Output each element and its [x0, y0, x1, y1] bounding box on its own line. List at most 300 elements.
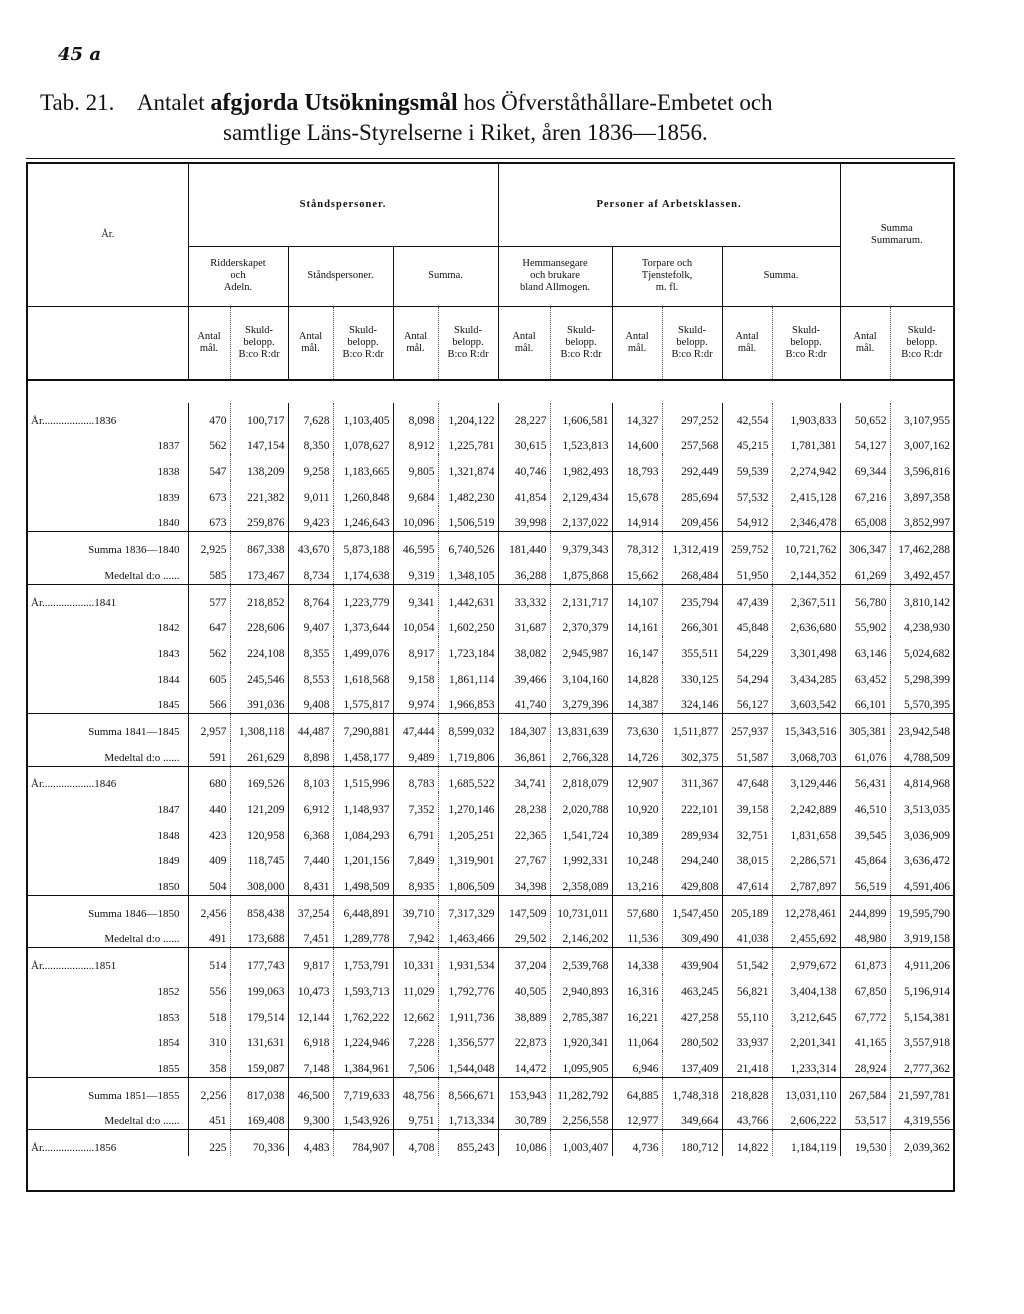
skuld-cell: 1,442,631	[438, 584, 498, 610]
table-row	[28, 403, 953, 429]
antal-cell: 14,161	[612, 611, 662, 637]
antal-mal-header	[498, 306, 550, 380]
antal-cell: 556	[188, 974, 230, 1000]
antal-cell: 43,670	[288, 532, 333, 558]
antal-line-2: mål.	[406, 342, 425, 354]
row-label: Medeltal d:o ......	[104, 1115, 180, 1128]
antal-mal-header	[188, 306, 230, 380]
antal-cell: 37,204	[498, 948, 550, 974]
antal-cell: 66,101	[840, 688, 890, 714]
antal-cell: 46,510	[840, 792, 890, 818]
antal-cell: 39,998	[498, 506, 550, 532]
skuld-cell: 180,712	[662, 1130, 722, 1156]
antal-line-1: Antal	[298, 330, 323, 342]
row-label: 1853	[157, 1011, 180, 1024]
antal-cell: 6,368	[288, 818, 333, 844]
antal-cell: 67,772	[840, 1000, 890, 1026]
skuld-cell: 1,575,817	[333, 688, 393, 714]
table-row	[28, 1026, 953, 1052]
antal-cell: 8,355	[288, 636, 333, 662]
row-label: Summa 1846—1850	[28, 896, 188, 922]
antal-line-2: mål.	[514, 342, 534, 354]
antal-cell: 7,352	[393, 792, 438, 818]
skuld-cell: 1,723,184	[438, 636, 498, 662]
antal-cell: 9,158	[393, 662, 438, 688]
antal-cell: 41,854	[498, 480, 550, 506]
skuld-cell: 1,205,251	[438, 818, 498, 844]
skuld-cell: 3,068,703	[772, 740, 840, 766]
antal-cell: 8,912	[393, 429, 438, 455]
skuld-cell: 1,541,724	[550, 818, 612, 844]
skuld-cell: 235,794	[662, 584, 722, 610]
antal-cell: 56,127	[722, 688, 772, 714]
skuld-cell: 3,404,138	[772, 974, 840, 1000]
skuld-cell: 3,036,909	[890, 818, 953, 844]
antal-cell: 7,228	[393, 1026, 438, 1052]
skuld-cell: 1,148,937	[333, 792, 393, 818]
antal-cell: 358	[188, 1051, 230, 1077]
skuld-cell: 3,852,997	[890, 506, 953, 532]
antal-cell: 14,828	[612, 662, 662, 688]
antal-cell: 647	[188, 611, 230, 637]
skuld-cell: 3,301,498	[772, 636, 840, 662]
skuld-cell: 1,183,665	[333, 454, 393, 480]
antal-cell: 15,662	[612, 558, 662, 584]
summa-summarum-header	[840, 164, 953, 306]
row-label: 1854	[157, 1037, 180, 1050]
antal-cell: 39,158	[722, 792, 772, 818]
antal-cell: 41,165	[840, 1026, 890, 1052]
skuld-cell: 2,129,434	[550, 480, 612, 506]
antal-cell: 181,440	[498, 532, 550, 558]
antal-mal-header	[393, 306, 438, 380]
row-label: 1839	[157, 491, 180, 504]
antal-cell: 9,684	[393, 480, 438, 506]
row-label: 1844	[157, 673, 180, 686]
antal-cell: 4,708	[393, 1130, 438, 1156]
skuld-cell: 2,979,672	[772, 948, 840, 974]
title-line-2: samtlige Läns-Styrelserne i Riket, åren 1836—1856.	[223, 120, 708, 145]
skuld-cell: 463,245	[662, 974, 722, 1000]
skuld-cell: 1,260,848	[333, 480, 393, 506]
skuld-cell: 1,762,222	[333, 1000, 393, 1026]
skuld-line-2: belopp.	[676, 336, 708, 348]
antal-cell: 61,873	[840, 948, 890, 974]
unit-label: B:co R:dr	[447, 348, 489, 360]
antal-cell: 64,885	[612, 1077, 662, 1103]
antal-cell: 153,943	[498, 1077, 550, 1103]
antal-cell: 54,127	[840, 429, 890, 455]
antal-cell: 39,710	[393, 896, 438, 922]
antal-cell: 6,918	[288, 1026, 333, 1052]
antal-cell: 28,924	[840, 1051, 890, 1077]
skuld-cell: 8,566,671	[438, 1077, 498, 1103]
antal-cell: 2,256	[188, 1077, 230, 1103]
skuld-cell: 1,511,877	[662, 714, 722, 740]
antal-cell: 8,350	[288, 429, 333, 455]
skuld-cell: 289,934	[662, 818, 722, 844]
skuld-cell: 1,078,627	[333, 429, 393, 455]
antal-cell: 7,451	[288, 922, 333, 948]
antal-cell: 491	[188, 922, 230, 948]
row-label: 1840	[157, 517, 180, 530]
skuld-cell: 257,568	[662, 429, 722, 455]
skuld-cell: 1,911,736	[438, 1000, 498, 1026]
skuld-cell: 1,831,658	[772, 818, 840, 844]
row-label: 1838	[157, 466, 180, 479]
skuld-cell: 1,321,874	[438, 454, 498, 480]
antal-cell: 562	[188, 636, 230, 662]
skuld-cell: 439,904	[662, 948, 722, 974]
skuld-cell: 2,367,511	[772, 584, 840, 610]
skuld-belopp-header	[438, 306, 498, 380]
skuld-cell: 4,319,556	[890, 1104, 953, 1130]
antal-cell: 257,937	[722, 714, 772, 740]
antal-cell: 423	[188, 818, 230, 844]
antal-cell: 6,946	[612, 1051, 662, 1077]
antal-cell: 6,791	[393, 818, 438, 844]
skuld-cell: 17,462,288	[890, 532, 953, 558]
skuld-cell: 1,606,581	[550, 403, 612, 429]
skuld-cell: 330,125	[662, 662, 722, 688]
antal-cell: 28,238	[498, 792, 550, 818]
antal-cell: 7,148	[288, 1051, 333, 1077]
antal-cell: 33,937	[722, 1026, 772, 1052]
skuld-cell: 1,523,813	[550, 429, 612, 455]
sub-header-text: Ridderskapet	[210, 258, 266, 269]
row-label: Medeltal d:o ......	[104, 933, 180, 946]
antal-cell: 10,920	[612, 792, 662, 818]
antal-cell: 57,532	[722, 480, 772, 506]
antal-cell: 11,029	[393, 974, 438, 1000]
antal-cell: 56,431	[840, 766, 890, 792]
table-row	[28, 1130, 953, 1156]
gap-cell	[28, 380, 953, 403]
skuld-cell: 7,317,329	[438, 896, 498, 922]
skuld-cell: 309,490	[662, 922, 722, 948]
unit-label: B:co R:dr	[671, 348, 713, 360]
title-line-1	[40, 88, 1000, 118]
skuld-cell: 2,636,680	[772, 611, 840, 637]
antal-cell: 45,215	[722, 429, 772, 455]
antal-cell: 8,764	[288, 584, 333, 610]
skuld-cell: 3,897,358	[890, 480, 953, 506]
skuld-cell: 2,370,379	[550, 611, 612, 637]
antal-cell: 38,889	[498, 1000, 550, 1026]
skuld-cell: 2,274,942	[772, 454, 840, 480]
skuld-cell: 1,593,713	[333, 974, 393, 1000]
antal-cell: 61,269	[840, 558, 890, 584]
antal-cell: 9,408	[288, 688, 333, 714]
skuld-cell: 2,940,893	[550, 974, 612, 1000]
antal-cell: 16,147	[612, 636, 662, 662]
antal-cell: 14,822	[722, 1130, 772, 1156]
antal-cell: 12,977	[612, 1104, 662, 1130]
year-column-header: År.	[101, 228, 115, 240]
antal-cell: 50,652	[840, 403, 890, 429]
antal-cell: 8,898	[288, 740, 333, 766]
skuld-cell: 3,810,142	[890, 584, 953, 610]
antal-cell: 53,517	[840, 1104, 890, 1130]
antal-cell: 14,472	[498, 1051, 550, 1077]
group-header-arbetsklassen: Personer af Arbetsklassen.	[498, 164, 840, 246]
skuld-cell: 12,278,461	[772, 896, 840, 922]
group-header-standspersoner: Ståndspersoner.	[188, 164, 498, 246]
unit-header-row	[28, 306, 953, 380]
antal-cell: 14,726	[612, 740, 662, 766]
unit-label: B:co R:dr	[785, 348, 827, 360]
antal-cell: 2,957	[188, 714, 230, 740]
skuld-cell: 5,196,914	[890, 974, 953, 1000]
antal-cell: 12,907	[612, 766, 662, 792]
table-row	[28, 429, 953, 455]
antal-cell: 12,144	[288, 1000, 333, 1026]
skuld-cell: 1,246,643	[333, 506, 393, 532]
table-row	[28, 506, 953, 532]
antal-cell: 11,536	[612, 922, 662, 948]
antal-cell: 45,864	[840, 844, 890, 870]
antal-cell: 440	[188, 792, 230, 818]
skuld-cell: 2,358,089	[550, 869, 612, 895]
skuld-cell: 1,992,331	[550, 844, 612, 870]
antal-cell: 59,539	[722, 454, 772, 480]
skuld-cell: 13,031,110	[772, 1077, 840, 1103]
antal-cell: 47,444	[393, 714, 438, 740]
antal-cell: 2,456	[188, 896, 230, 922]
row-label: 1845	[157, 699, 180, 712]
antal-cell: 8,553	[288, 662, 333, 688]
sub-header-text: m. fl.	[655, 282, 679, 293]
antal-cell: 28,227	[498, 403, 550, 429]
antal-cell: 9,319	[393, 558, 438, 584]
skuld-cell: 6,448,891	[333, 896, 393, 922]
skuld-cell: 4,814,968	[890, 766, 953, 792]
skuld-cell: 1,515,996	[333, 766, 393, 792]
sub-header-text: bland Allmogen.	[520, 282, 591, 293]
skuld-cell: 1,270,146	[438, 792, 498, 818]
header-gap-row	[28, 380, 953, 403]
antal-line-2: mål.	[855, 342, 875, 354]
sub-header-summa-1	[393, 246, 498, 306]
skuld-cell: 268,484	[662, 558, 722, 584]
row-label: År...................1851	[28, 948, 188, 974]
antal-cell: 6,912	[288, 792, 333, 818]
antal-cell: 267,584	[840, 1077, 890, 1103]
antal-cell: 41,740	[498, 688, 550, 714]
row-label: Medeltal d:o ......	[104, 569, 180, 582]
antal-cell: 42,554	[722, 403, 772, 429]
skuld-cell: 1,233,314	[772, 1051, 840, 1077]
summa-summarum-line-2: Summarum.	[870, 234, 923, 246]
skuld-cell: 867,338	[230, 532, 288, 558]
antal-cell: 57,680	[612, 896, 662, 922]
antal-cell: 39,545	[840, 818, 890, 844]
title-tab-number: Tab. 21.	[40, 90, 115, 115]
antal-cell: 9,817	[288, 948, 333, 974]
sub-header-text: och brukare	[530, 270, 580, 281]
antal-cell: 48,980	[840, 922, 890, 948]
antal-cell: 8,431	[288, 869, 333, 895]
antal-cell: 577	[188, 584, 230, 610]
antal-cell: 55,110	[722, 1000, 772, 1026]
skuld-cell: 1,463,466	[438, 922, 498, 948]
skuld-cell: 2,787,897	[772, 869, 840, 895]
skuld-cell: 2,144,352	[772, 558, 840, 584]
sub-header-text: Summa.	[428, 270, 463, 281]
antal-cell: 30,789	[498, 1104, 550, 1130]
skuld-cell: 2,039,362	[890, 1130, 953, 1156]
skuld-cell: 179,514	[230, 1000, 288, 1026]
skuld-cell: 1,003,407	[550, 1130, 612, 1156]
skuld-cell: 1,506,519	[438, 506, 498, 532]
skuld-cell: 2,242,889	[772, 792, 840, 818]
row-label: År...................1836	[31, 414, 117, 427]
antal-line-2: mål.	[199, 342, 219, 354]
antal-cell: 14,600	[612, 429, 662, 455]
skuld-cell: 1,547,450	[662, 896, 722, 922]
skuld-cell: 294,240	[662, 844, 722, 870]
antal-cell: 10,096	[393, 506, 438, 532]
antal-cell: 9,423	[288, 506, 333, 532]
skuld-cell: 3,107,955	[890, 403, 953, 429]
skuld-line-1: Skuld-	[454, 324, 483, 336]
table-row	[28, 584, 953, 610]
skuld-cell: 1,966,853	[438, 688, 498, 714]
table-row	[28, 662, 953, 688]
title-bold: afgjorda Utsökningsmål	[210, 90, 458, 116]
row-label: 1843	[157, 647, 180, 660]
skuld-cell: 1,482,230	[438, 480, 498, 506]
row-label: 1850	[157, 881, 180, 894]
skuld-cell: 70,336	[230, 1130, 288, 1156]
antal-cell: 518	[188, 1000, 230, 1026]
skuld-cell: 3,104,160	[550, 662, 612, 688]
antal-cell: 305,381	[840, 714, 890, 740]
row-label: 1837	[157, 440, 180, 453]
antal-cell: 9,805	[393, 454, 438, 480]
skuld-line-2: belopp.	[906, 336, 938, 348]
skuld-cell: 10,731,011	[550, 896, 612, 922]
antal-cell: 32,751	[722, 818, 772, 844]
sub-header-torpare	[612, 246, 722, 306]
antal-mal-header	[288, 306, 333, 380]
skuld-cell: 1,792,776	[438, 974, 498, 1000]
skuld-cell: 2,286,571	[772, 844, 840, 870]
skuld-cell: 159,087	[230, 1051, 288, 1077]
antal-cell: 10,248	[612, 844, 662, 870]
skuld-cell: 302,375	[662, 740, 722, 766]
antal-cell: 306,347	[840, 532, 890, 558]
skuld-line-1: Skuld-	[244, 324, 273, 336]
table-top-rule	[26, 158, 955, 159]
antal-cell: 259,752	[722, 532, 772, 558]
antal-cell: 14,338	[612, 948, 662, 974]
skuld-cell: 1,543,926	[333, 1104, 393, 1130]
skuld-cell: 2,346,478	[772, 506, 840, 532]
table-row	[28, 636, 953, 662]
skuld-cell: 355,511	[662, 636, 722, 662]
skuld-cell: 4,591,406	[890, 869, 953, 895]
skuld-cell: 1,201,156	[333, 844, 393, 870]
antal-mal-header	[612, 306, 662, 380]
skuld-line-2: belopp.	[790, 336, 822, 348]
antal-cell: 36,288	[498, 558, 550, 584]
antal-cell: 673	[188, 506, 230, 532]
skuld-cell: 2,945,987	[550, 636, 612, 662]
antal-cell: 54,229	[722, 636, 772, 662]
skuld-cell: 1,931,534	[438, 948, 498, 974]
antal-cell: 51,587	[722, 740, 772, 766]
skuld-cell: 4,911,206	[890, 948, 953, 974]
skuld-cell: 285,694	[662, 480, 722, 506]
antal-cell: 54,294	[722, 662, 772, 688]
antal-cell: 56,780	[840, 584, 890, 610]
skuld-cell: 3,434,285	[772, 662, 840, 688]
antal-line-1: Antal	[735, 330, 759, 342]
table-row	[28, 766, 953, 792]
antal-cell: 9,489	[393, 740, 438, 766]
antal-cell: 54,912	[722, 506, 772, 532]
antal-cell: 21,418	[722, 1051, 772, 1077]
unit-header-spacer	[28, 306, 188, 380]
antal-cell: 63,452	[840, 662, 890, 688]
antal-cell: 7,849	[393, 844, 438, 870]
skuld-cell: 218,852	[230, 584, 288, 610]
antal-cell: 10,054	[393, 611, 438, 637]
table-body	[28, 380, 953, 1156]
antal-cell: 39,466	[498, 662, 550, 688]
skuld-cell: 324,146	[662, 688, 722, 714]
skuld-cell: 138,209	[230, 454, 288, 480]
antal-cell: 34,741	[498, 766, 550, 792]
unit-label: B:co R:dr	[901, 348, 943, 360]
skuld-cell: 2,785,387	[550, 1000, 612, 1026]
skuld-cell: 228,606	[230, 611, 288, 637]
title-post: hos Öfverståthållare-Embetet och	[463, 90, 773, 115]
skuld-cell: 858,438	[230, 896, 288, 922]
skuld-cell: 817,038	[230, 1077, 288, 1103]
skuld-cell: 100,717	[230, 403, 288, 429]
antal-cell: 7,506	[393, 1051, 438, 1077]
antal-cell: 2,925	[188, 532, 230, 558]
antal-cell: 9,011	[288, 480, 333, 506]
antal-cell: 67,216	[840, 480, 890, 506]
skuld-cell: 2,818,079	[550, 766, 612, 792]
skuld-cell: 7,290,881	[333, 714, 393, 740]
antal-cell: 9,258	[288, 454, 333, 480]
skuld-cell: 11,282,792	[550, 1077, 612, 1103]
skuld-cell: 121,209	[230, 792, 288, 818]
skuld-cell: 2,146,202	[550, 922, 612, 948]
skuld-cell: 2,131,717	[550, 584, 612, 610]
sub-header-text: Tjenstefolk,	[641, 270, 693, 281]
skuld-line-2: belopp.	[452, 336, 484, 348]
skuld-cell: 3,603,542	[772, 688, 840, 714]
antal-cell: 8,734	[288, 558, 333, 584]
skuld-cell: 173,688	[230, 922, 288, 948]
skuld-cell: 1,875,868	[550, 558, 612, 584]
antal-cell: 44,487	[288, 714, 333, 740]
skuld-cell: 118,745	[230, 844, 288, 870]
skuld-cell: 308,000	[230, 869, 288, 895]
unit-label: B:co R:dr	[342, 348, 384, 360]
antal-cell: 61,076	[840, 740, 890, 766]
skuld-cell: 2,137,022	[550, 506, 612, 532]
antal-cell: 547	[188, 454, 230, 480]
summa-summarum-line-1: Summa	[880, 222, 913, 234]
antal-cell: 9,974	[393, 688, 438, 714]
skuld-cell: 1,184,119	[772, 1130, 840, 1156]
